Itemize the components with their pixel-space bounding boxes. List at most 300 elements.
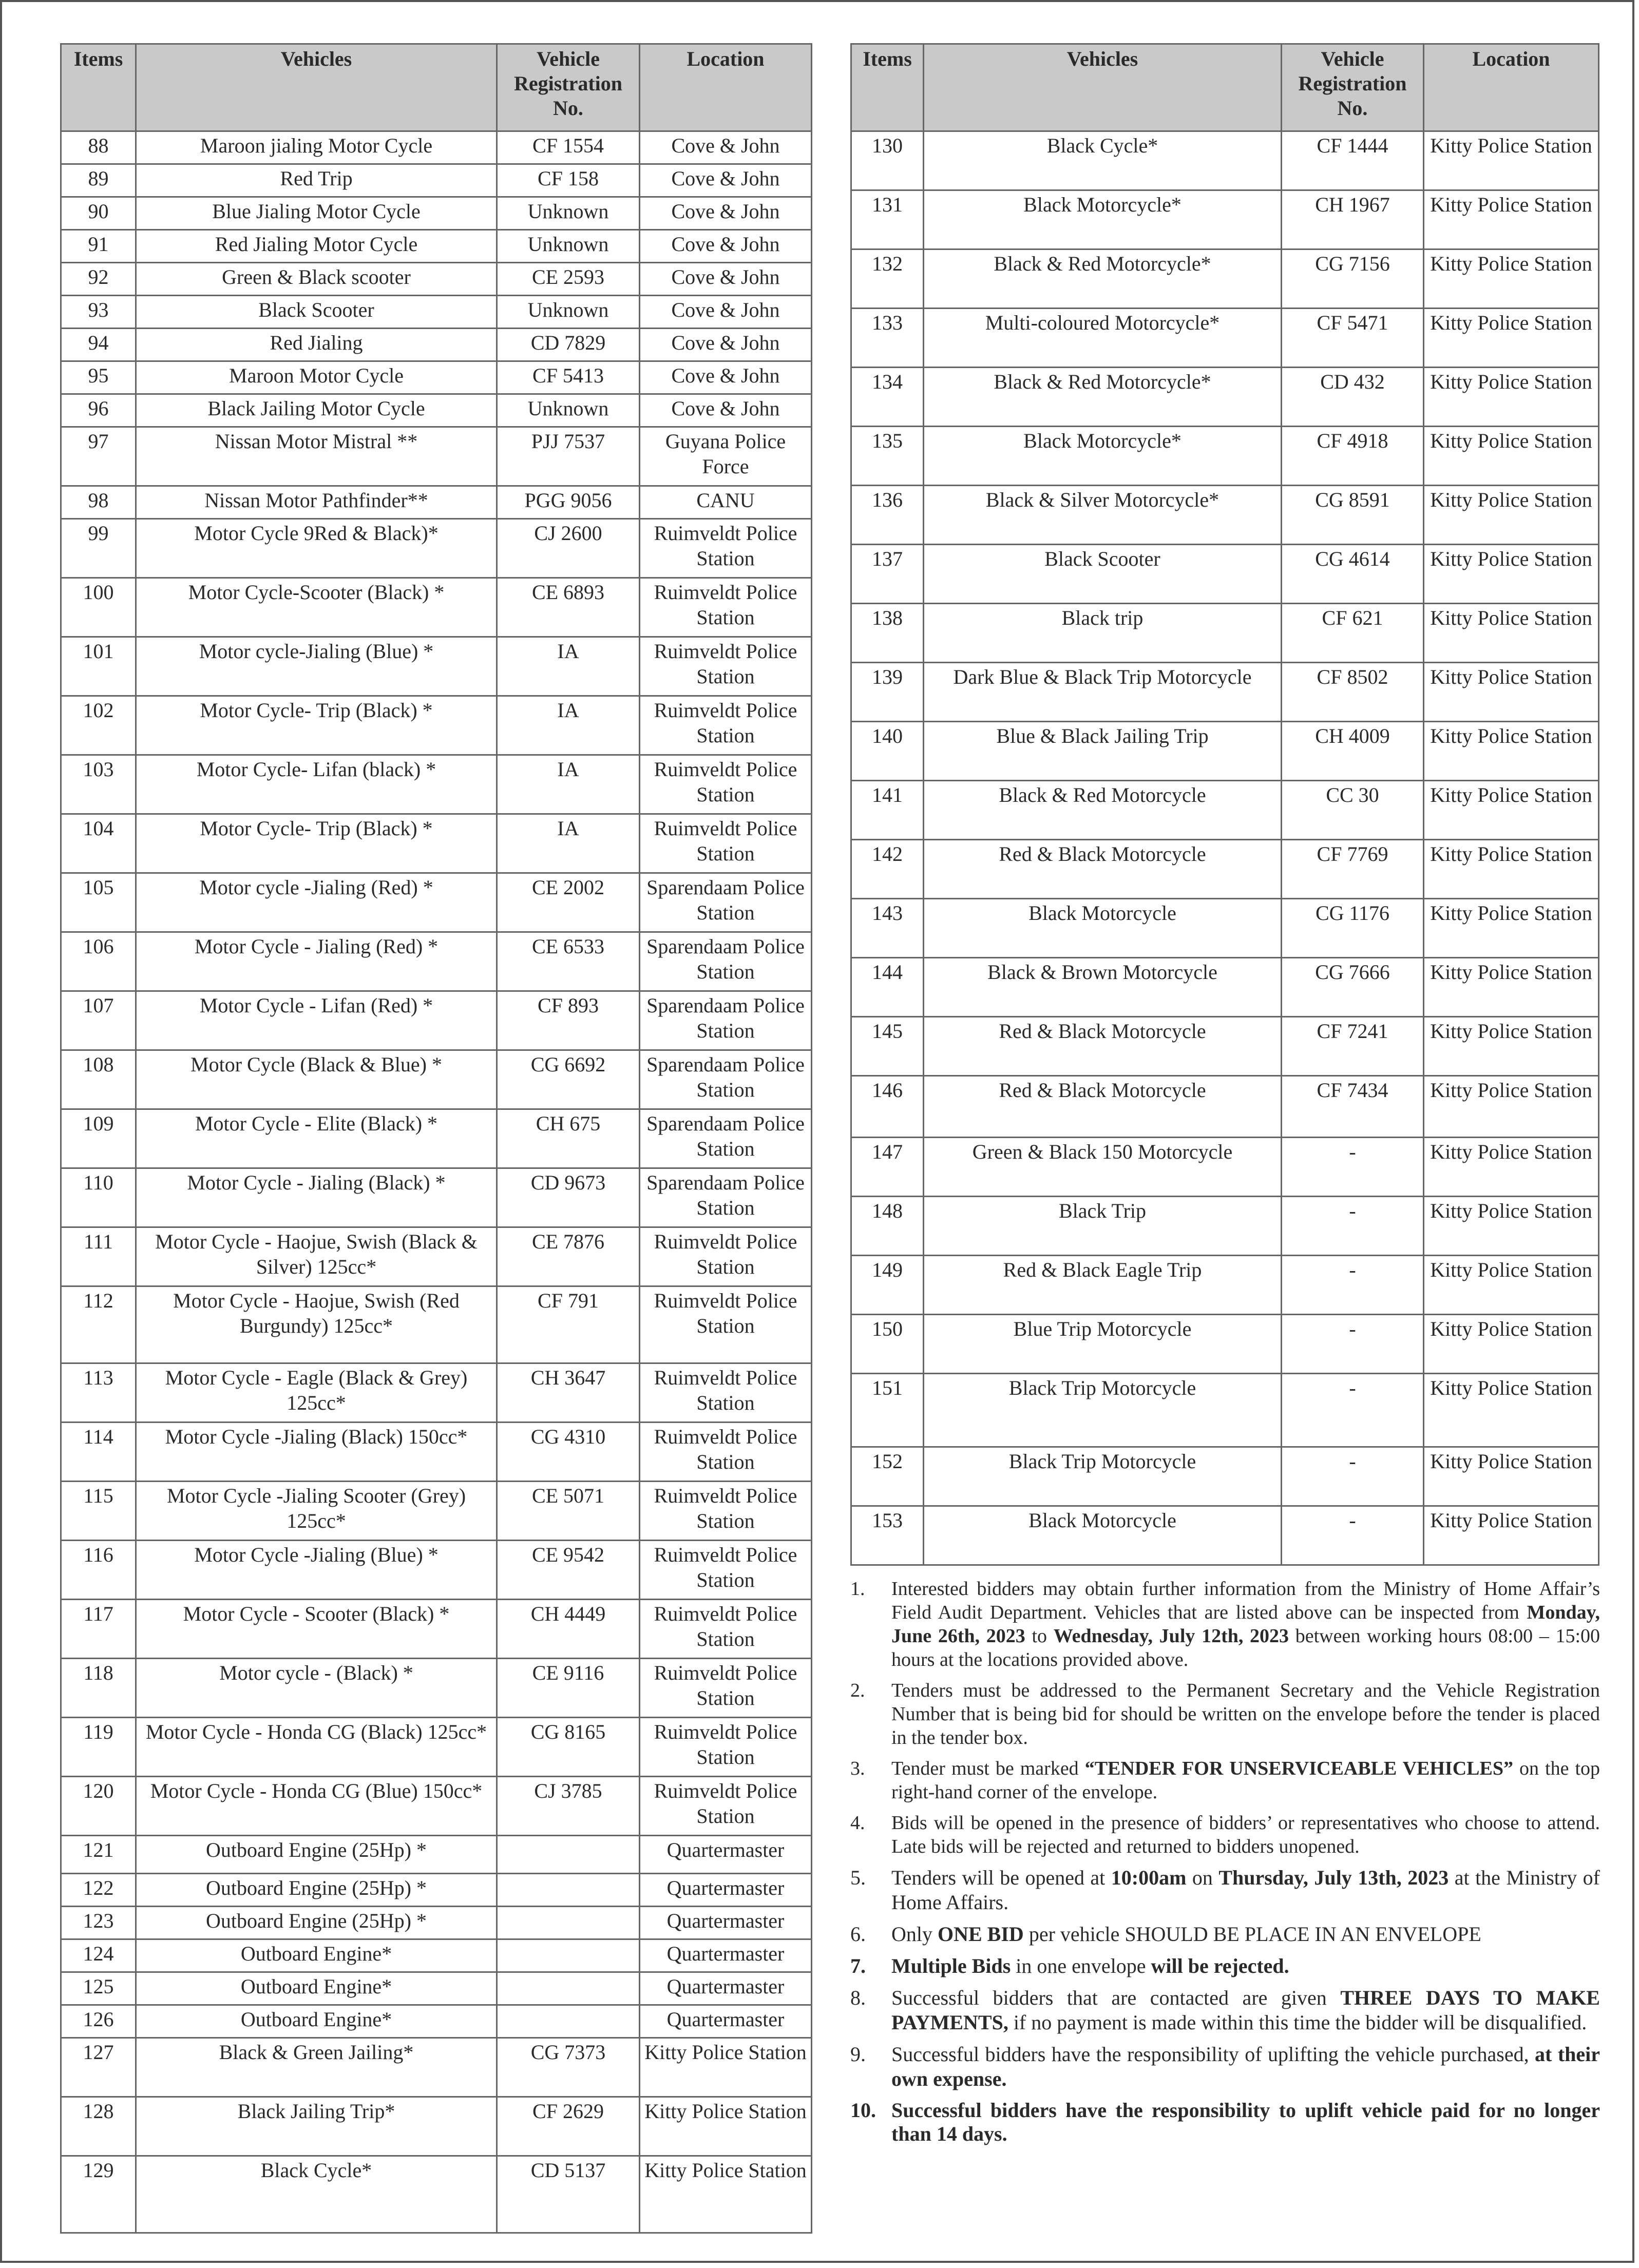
- table-row: [61, 1659, 812, 1718]
- header-reg-line: Registration: [1298, 72, 1407, 95]
- note-emphasis: ONE BID: [938, 1923, 1024, 1946]
- note-text: Only: [891, 1923, 938, 1946]
- vehicle-cell: Nissan Motor Pathfinder**: [136, 486, 497, 519]
- note-number: 8.: [850, 1986, 866, 2009]
- table-row: [61, 1541, 812, 1600]
- location-cell: Kitty Police Station: [1424, 190, 1599, 249]
- table-row: [851, 1138, 1599, 1197]
- registration-cell: CH 3647: [497, 1363, 640, 1423]
- location-cell: Ruimveldt Police Station: [640, 1600, 812, 1659]
- registration-cell: -: [1282, 1506, 1424, 1565]
- location-cell: Quartermaster: [640, 2005, 812, 2038]
- registration-cell: CE 5071: [497, 1482, 640, 1541]
- location-cell: Cove & John: [640, 197, 812, 230]
- table-row: [61, 2097, 812, 2156]
- note-item: [850, 1986, 1600, 2035]
- vehicle-cell: Motor Cycle (Black & Blue) *: [136, 1050, 497, 1109]
- item-cell: 99: [61, 519, 136, 578]
- note-emphasis: 10:00am: [1111, 1866, 1187, 1889]
- header-reg-line: No.: [553, 97, 583, 120]
- vehicle-cell: Motor Cycle - Elite (Black) *: [136, 1109, 497, 1168]
- vehicle-cell: Motor Cycle - Haojue, Swish (Red Burgundy) 125cc*: [136, 1286, 497, 1363]
- registration-cell: CG 8165: [497, 1718, 640, 1777]
- note-number: 4.: [850, 1812, 865, 1834]
- registration-cell: [497, 1939, 640, 1972]
- registration-cell: CE 2593: [497, 263, 640, 296]
- table-row: [851, 1374, 1599, 1447]
- table-row: [851, 1447, 1599, 1506]
- vehicle-cell: Black Trip: [924, 1197, 1282, 1256]
- item-cell: 136: [851, 486, 924, 545]
- vehicle-cell: Motor Cycle - Lifan (Red) *: [136, 991, 497, 1050]
- item-cell: 110: [61, 1168, 136, 1227]
- note-text: Successful bidders that are contacted are given: [891, 1986, 1341, 2009]
- table-row: [851, 1506, 1599, 1565]
- item-cell: 123: [61, 1907, 136, 1939]
- note-text: if no payment is made within this time the bidder will be disqualified.: [1008, 2011, 1587, 2034]
- location-cell: Kitty Police Station: [1424, 427, 1599, 486]
- table-row: [851, 722, 1599, 781]
- vehicle-cell: Motor Cycle - Eagle (Black & Grey) 125cc*: [136, 1363, 497, 1423]
- registration-cell: [497, 1907, 640, 1939]
- location-cell: Quartermaster: [640, 1874, 812, 1907]
- vehicle-cell: Black & Silver Motorcycle*: [924, 486, 1282, 545]
- note-number: 6.: [850, 1923, 866, 1946]
- item-cell: 127: [61, 2038, 136, 2097]
- table-header-row: [851, 44, 1599, 131]
- table-row: [61, 1718, 812, 1777]
- vehicle-cell: Nissan Motor Mistral **: [136, 427, 497, 486]
- vehicle-cell: Black & Green Jailing*: [136, 2038, 497, 2097]
- table-row: [851, 840, 1599, 899]
- vehicle-cell: Black Scooter: [924, 545, 1282, 604]
- location-cell: Kitty Police Station: [1424, 368, 1599, 427]
- note-emphasis: Thursday, July 13th, 2023: [1218, 1866, 1449, 1889]
- table-row: [61, 814, 812, 873]
- vehicle-cell: Red & Black Motorcycle: [924, 840, 1282, 899]
- table-row: [851, 1315, 1599, 1374]
- vehicle-cell: Red Jialing: [136, 329, 497, 361]
- item-cell: 90: [61, 197, 136, 230]
- location-cell: Kitty Police Station: [1424, 840, 1599, 899]
- table-row: [61, 1482, 812, 1541]
- note-emphasis: Wednesday, July 12th, 2023: [1053, 1625, 1289, 1647]
- registration-cell: CF 7241: [1282, 1017, 1424, 1076]
- note-text: to: [1025, 1625, 1054, 1647]
- table-row: [61, 2038, 812, 2097]
- vehicle-cell: Red Jialing Motor Cycle: [136, 230, 497, 263]
- location-cell: Kitty Police Station: [1424, 1017, 1599, 1076]
- registration-cell: -: [1282, 1138, 1424, 1197]
- note-emphasis: Successful bidders have the responsibility to uplift vehicle paid for no longer than 14 days.: [891, 2099, 1600, 2145]
- note-emphasis: at their own expense.: [891, 2043, 1600, 2090]
- registration-cell: CF 7434: [1282, 1076, 1424, 1138]
- table-row: [61, 427, 812, 486]
- note-item: [850, 1679, 1600, 1750]
- note-text: Tender must be marked: [891, 1758, 1085, 1779]
- vehicle-cell: Black Cycle*: [924, 131, 1282, 190]
- table-row: [851, 309, 1599, 368]
- location-cell: Kitty Police Station: [640, 2097, 812, 2156]
- item-cell: 102: [61, 696, 136, 755]
- registration-cell: CJ 2600: [497, 519, 640, 578]
- registration-cell: -: [1282, 1447, 1424, 1506]
- note-text: Tenders will be opened at: [891, 1866, 1111, 1889]
- header-items: Items: [61, 44, 136, 131]
- location-cell: Kitty Police Station: [1424, 1374, 1599, 1447]
- location-cell: Kitty Police Station: [1424, 1506, 1599, 1565]
- item-cell: 130: [851, 131, 924, 190]
- location-cell: Ruimveldt Police Station: [640, 637, 812, 696]
- registration-cell: CG 7666: [1282, 958, 1424, 1017]
- registration-cell: CG 7156: [1282, 249, 1424, 309]
- item-cell: 92: [61, 263, 136, 296]
- item-cell: 96: [61, 394, 136, 427]
- vehicle-cell: Motor Cycle - Honda CG (Blue) 150cc*: [136, 1777, 497, 1836]
- vehicle-cell: Black & Red Motorcycle: [924, 781, 1282, 840]
- note-number: 1.: [850, 1578, 865, 1600]
- registration-cell: CC 30: [1282, 781, 1424, 840]
- table-row: [61, 1286, 812, 1363]
- table-row: [851, 486, 1599, 545]
- item-cell: 114: [61, 1423, 136, 1482]
- table-row: [61, 1972, 812, 2005]
- table-row: [851, 131, 1599, 190]
- registration-cell: Unknown: [497, 197, 640, 230]
- header-reg-line: Vehicle: [1321, 47, 1384, 70]
- item-cell: 148: [851, 1197, 924, 1256]
- location-cell: Ruimveldt Police Station: [640, 755, 812, 814]
- registration-cell: CG 8591: [1282, 486, 1424, 545]
- registration-cell: IA: [497, 637, 640, 696]
- table-row: [61, 1423, 812, 1482]
- vehicle-cell: Outboard Engine (25Hp) *: [136, 1836, 497, 1874]
- tender-notes-list: [850, 1577, 1600, 2153]
- vehicle-cell: Red & Black Motorcycle: [924, 1017, 1282, 1076]
- location-cell: Kitty Police Station: [1424, 1076, 1599, 1138]
- item-cell: 129: [61, 2156, 136, 2233]
- table-header-row: [61, 44, 812, 131]
- note-text: per vehicle SHOULD BE PLACE IN AN ENVELOPE: [1023, 1923, 1481, 1946]
- table-row: [61, 131, 812, 164]
- registration-cell: -: [1282, 1374, 1424, 1447]
- location-cell: Cove & John: [640, 296, 812, 329]
- note-text: Tenders must be addressed to the Permanent Secretary and the Vehicle Registration Number that is being bid for should be written on the envelope before the tender is placed in the tender box.: [891, 1680, 1600, 1748]
- vehicle-cell: Black Scooter: [136, 296, 497, 329]
- vehicle-cell: Motor cycle - (Black) *: [136, 1659, 497, 1718]
- vehicle-cell: Black Cycle*: [136, 2156, 497, 2233]
- location-cell: Kitty Police Station: [1424, 1197, 1599, 1256]
- item-cell: 89: [61, 164, 136, 197]
- vehicle-cell: Black Motorcycle: [924, 899, 1282, 958]
- location-cell: Cove & John: [640, 394, 812, 427]
- registration-cell: CE 6533: [497, 932, 640, 991]
- note-text: between working hours 08:00 – 15:00 hours at the locations provided above.: [891, 1625, 1600, 1670]
- vehicle-cell: Outboard Engine*: [136, 1939, 497, 1972]
- location-cell: Kitty Police Station: [1424, 131, 1599, 190]
- location-cell: Kitty Police Station: [1424, 781, 1599, 840]
- header-reg-line: Registration: [513, 72, 623, 95]
- location-cell: Kitty Police Station: [1424, 309, 1599, 368]
- registration-cell: [497, 1972, 640, 2005]
- vehicle-table-right: [850, 43, 1599, 1566]
- vehicle-cell: Outboard Engine (25Hp) *: [136, 1874, 497, 1907]
- location-cell: Cove & John: [640, 263, 812, 296]
- registration-cell: -: [1282, 1197, 1424, 1256]
- registration-cell: CH 4009: [1282, 722, 1424, 781]
- vehicle-cell: Outboard Engine*: [136, 2005, 497, 2038]
- registration-cell: CF 5413: [497, 361, 640, 394]
- table-row: [851, 190, 1599, 249]
- location-cell: Ruimveldt Police Station: [640, 1286, 812, 1363]
- table-row: [61, 197, 812, 230]
- registration-cell: Unknown: [497, 296, 640, 329]
- item-cell: 101: [61, 637, 136, 696]
- vehicle-cell: Blue Jialing Motor Cycle: [136, 197, 497, 230]
- header-location: Location: [1424, 44, 1599, 131]
- registration-cell: CG 4310: [497, 1423, 640, 1482]
- location-cell: Kitty Police Station: [640, 2038, 812, 2097]
- registration-cell: CG 7373: [497, 2038, 640, 2097]
- registration-cell: Unknown: [497, 230, 640, 263]
- vehicle-cell: Blue & Black Jailing Trip: [924, 722, 1282, 781]
- note-emphasis: will be rejected.: [1151, 1954, 1289, 1977]
- note-text: Successful bidders have the responsibility of uplifting the vehicle purchased,: [891, 2043, 1535, 2066]
- item-cell: 143: [851, 899, 924, 958]
- item-cell: 107: [61, 991, 136, 1050]
- note-item: [850, 1757, 1600, 1804]
- registration-cell: CF 1444: [1282, 131, 1424, 190]
- vehicle-cell: Red & Black Eagle Trip: [924, 1256, 1282, 1315]
- item-cell: 105: [61, 873, 136, 932]
- item-cell: 122: [61, 1874, 136, 1907]
- item-cell: 135: [851, 427, 924, 486]
- location-cell: Quartermaster: [640, 1907, 812, 1939]
- vehicle-cell: Black & Red Motorcycle*: [924, 249, 1282, 309]
- table-body: [61, 131, 812, 2233]
- location-cell: Sparendaam Police Station: [640, 1168, 812, 1227]
- item-cell: 111: [61, 1227, 136, 1286]
- header-reg-line: Vehicle: [537, 47, 600, 70]
- item-cell: 125: [61, 1972, 136, 2005]
- table-row: [61, 1600, 812, 1659]
- table-row: [851, 427, 1599, 486]
- registration-cell: CH 675: [497, 1109, 640, 1168]
- location-cell: Cove & John: [640, 329, 812, 361]
- registration-cell: CF 7769: [1282, 840, 1424, 899]
- location-cell: Ruimveldt Police Station: [640, 1718, 812, 1777]
- location-cell: Quartermaster: [640, 1836, 812, 1874]
- item-cell: 142: [851, 840, 924, 899]
- location-cell: Ruimveldt Police Station: [640, 814, 812, 873]
- vehicle-cell: Motor Cycle 9Red & Black)*: [136, 519, 497, 578]
- vehicle-cell: Blue Trip Motorcycle: [924, 1315, 1282, 1374]
- note-number: 7.: [850, 1954, 866, 1977]
- item-cell: 112: [61, 1286, 136, 1363]
- item-cell: 100: [61, 578, 136, 637]
- vehicle-cell: Black & Brown Motorcycle: [924, 958, 1282, 1017]
- item-cell: 98: [61, 486, 136, 519]
- location-cell: Ruimveldt Police Station: [640, 1541, 812, 1600]
- location-cell: Kitty Police Station: [1424, 1315, 1599, 1374]
- table-row: [61, 394, 812, 427]
- location-cell: Kitty Police Station: [1424, 604, 1599, 663]
- registration-cell: CE 6893: [497, 578, 640, 637]
- location-cell: Sparendaam Police Station: [640, 932, 812, 991]
- table-row: [61, 230, 812, 263]
- vehicle-cell: Green & Black scooter: [136, 263, 497, 296]
- location-cell: Ruimveldt Police Station: [640, 1482, 812, 1541]
- table-row: [61, 263, 812, 296]
- item-cell: 103: [61, 755, 136, 814]
- note-text: at the Ministry of Home Affairs.: [891, 1866, 1600, 1914]
- table-row: [61, 1907, 812, 1939]
- table-row: [61, 361, 812, 394]
- registration-cell: CF 791: [497, 1286, 640, 1363]
- item-cell: 95: [61, 361, 136, 394]
- location-cell: Ruimveldt Police Station: [640, 1777, 812, 1836]
- location-cell: CANU: [640, 486, 812, 519]
- vehicle-cell: Black Jailing Motor Cycle: [136, 394, 497, 427]
- registration-cell: CG 4614: [1282, 545, 1424, 604]
- vehicle-cell: Black Motorcycle*: [924, 427, 1282, 486]
- item-cell: 128: [61, 2097, 136, 2156]
- vehicle-cell: Red & Black Motorcycle: [924, 1076, 1282, 1138]
- registration-cell: CF 4918: [1282, 427, 1424, 486]
- vehicle-cell: Black Trip Motorcycle: [924, 1374, 1282, 1447]
- item-cell: 147: [851, 1138, 924, 1197]
- vehicle-cell: Red Trip: [136, 164, 497, 197]
- registration-cell: CE 9542: [497, 1541, 640, 1600]
- item-cell: 119: [61, 1718, 136, 1777]
- vehicle-cell: Motor Cycle - Jialing (Red) *: [136, 932, 497, 991]
- item-cell: 88: [61, 131, 136, 164]
- location-cell: Cove & John: [640, 361, 812, 394]
- vehicle-cell: Motor cycle -Jialing (Red) *: [136, 873, 497, 932]
- location-cell: Ruimveldt Police Station: [640, 1423, 812, 1482]
- location-cell: Kitty Police Station: [1424, 958, 1599, 1017]
- registration-cell: CE 7876: [497, 1227, 640, 1286]
- note-emphasis: Monday, June 26th, 2023: [891, 1602, 1600, 1647]
- note-text: Bids will be opened in the presence of bidders’ or representatives who choose to attend. Late bids will be rejected and returned to bidders unopened.: [891, 1812, 1600, 1857]
- table-row: [61, 1168, 812, 1227]
- note-item: [850, 1811, 1600, 1858]
- location-cell: Ruimveldt Police Station: [640, 578, 812, 637]
- item-cell: 140: [851, 722, 924, 781]
- table-row: [61, 1836, 812, 1874]
- vehicle-cell: Maroon jialing Motor Cycle: [136, 131, 497, 164]
- location-cell: Kitty Police Station: [1424, 1447, 1599, 1506]
- vehicle-cell: Motor Cycle - Honda CG (Black) 125cc*: [136, 1718, 497, 1777]
- item-cell: 133: [851, 309, 924, 368]
- item-cell: 97: [61, 427, 136, 486]
- table-row: [61, 519, 812, 578]
- item-cell: 115: [61, 1482, 136, 1541]
- registration-cell: PJJ 7537: [497, 427, 640, 486]
- registration-cell: [497, 2005, 640, 2038]
- location-cell: Cove & John: [640, 230, 812, 263]
- note-item: [850, 1922, 1600, 1947]
- item-cell: 137: [851, 545, 924, 604]
- note-emphasis: “TENDER FOR UNSERVICEABLE VEHICLES”: [1084, 1758, 1513, 1779]
- table-row: [61, 296, 812, 329]
- table-row: [61, 1109, 812, 1168]
- location-cell: Sparendaam Police Station: [640, 873, 812, 932]
- table-row: [851, 781, 1599, 840]
- header-vehicles: Vehicles: [924, 44, 1282, 131]
- registration-cell: CF 8502: [1282, 663, 1424, 722]
- table-row: [851, 1017, 1599, 1076]
- location-cell: Quartermaster: [640, 1972, 812, 2005]
- note-item: [850, 2042, 1600, 2091]
- location-cell: Ruimveldt Police Station: [640, 1363, 812, 1423]
- header-vehicles: Vehicles: [136, 44, 497, 131]
- registration-cell: CH 1967: [1282, 190, 1424, 249]
- vehicle-cell: Motor Cycle- Trip (Black) *: [136, 814, 497, 873]
- location-cell: Ruimveldt Police Station: [640, 519, 812, 578]
- location-cell: Kitty Police Station: [1424, 722, 1599, 781]
- table-row: [61, 932, 812, 991]
- registration-cell: CE 9116: [497, 1659, 640, 1718]
- registration-cell: CF 2629: [497, 2097, 640, 2156]
- vehicle-cell: Green & Black 150 Motorcycle: [924, 1138, 1282, 1197]
- vehicle-cell: Motor Cycle-Scooter (Black) *: [136, 578, 497, 637]
- note-text: in one envelope: [1011, 1954, 1151, 1977]
- registration-cell: CD 432: [1282, 368, 1424, 427]
- location-cell: Kitty Police Station: [640, 2156, 812, 2233]
- location-cell: Guyana Police Force: [640, 427, 812, 486]
- header-registration: [1282, 44, 1424, 131]
- item-cell: 134: [851, 368, 924, 427]
- table-row: [851, 545, 1599, 604]
- registration-cell: CE 2002: [497, 873, 640, 932]
- vehicle-cell: Black & Red Motorcycle*: [924, 368, 1282, 427]
- item-cell: 139: [851, 663, 924, 722]
- table-row: [61, 486, 812, 519]
- table-row: [851, 1256, 1599, 1315]
- table-row: [851, 1076, 1599, 1138]
- vehicle-cell: Motor Cycle - Scooter (Black) *: [136, 1600, 497, 1659]
- registration-cell: CD 9673: [497, 1168, 640, 1227]
- location-cell: Kitty Police Station: [1424, 545, 1599, 604]
- location-cell: Kitty Police Station: [1424, 663, 1599, 722]
- registration-cell: IA: [497, 755, 640, 814]
- table-row: [61, 696, 812, 755]
- item-cell: 131: [851, 190, 924, 249]
- table-row: [851, 249, 1599, 309]
- header-location: Location: [640, 44, 812, 131]
- header-items: Items: [851, 44, 924, 131]
- note-number: 9.: [850, 2043, 866, 2066]
- item-cell: 151: [851, 1374, 924, 1447]
- location-cell: Ruimveldt Police Station: [640, 1227, 812, 1286]
- table-row: [851, 368, 1599, 427]
- registration-cell: CF 158: [497, 164, 640, 197]
- table-row: [851, 1197, 1599, 1256]
- location-cell: Kitty Police Station: [1424, 1256, 1599, 1315]
- registration-cell: CF 1554: [497, 131, 640, 164]
- item-cell: 138: [851, 604, 924, 663]
- item-cell: 132: [851, 249, 924, 309]
- location-cell: Cove & John: [640, 131, 812, 164]
- item-cell: 116: [61, 1541, 136, 1600]
- table-row: [61, 637, 812, 696]
- vehicle-cell: Black Motorcycle*: [924, 190, 1282, 249]
- item-cell: 121: [61, 1836, 136, 1874]
- registration-cell: CF 893: [497, 991, 640, 1050]
- vehicle-cell: Motor Cycle -Jialing Scooter (Grey) 125cc*: [136, 1482, 497, 1541]
- item-cell: 117: [61, 1600, 136, 1659]
